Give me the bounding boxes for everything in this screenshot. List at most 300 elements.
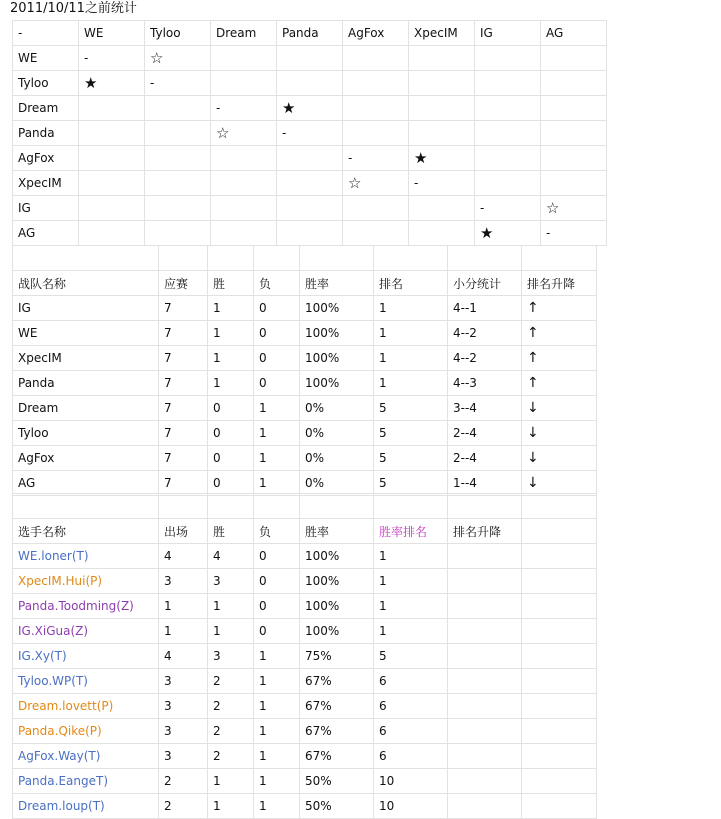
player-stat-cell: 4 [159, 644, 208, 669]
player-stat-cell: 1 [208, 594, 254, 619]
team-stat-cell: 5 [374, 396, 448, 421]
player-stat-cell: 2 [208, 694, 254, 719]
matrix-header-cell: - [13, 21, 79, 46]
rank-up-arrow-icon: ↑ [522, 296, 597, 321]
spacer-cell [522, 744, 597, 769]
matrix-cell [211, 146, 277, 171]
matrix-cell [79, 171, 145, 196]
player-stat-cell: 67% [300, 744, 374, 769]
team-standings-table [12, 245, 597, 496]
player-spacer-row [13, 494, 597, 519]
matrix-cell: - [541, 221, 607, 246]
spacer-cell [522, 246, 597, 271]
player-name: Panda.EangeT) [13, 769, 159, 794]
spacer-cell [522, 569, 597, 594]
matrix-cell [145, 121, 211, 146]
player-stat-cell: 1 [159, 594, 208, 619]
team-header-cell: 负 [254, 271, 300, 296]
matrix-row [13, 221, 607, 246]
player-stat-cell: 6 [374, 744, 448, 769]
team-stat-cell: 0% [300, 446, 374, 471]
team-stat-cell: 7 [159, 371, 208, 396]
player-row [13, 569, 597, 594]
matrix-cell [277, 146, 343, 171]
player-stat-cell: 0 [254, 619, 300, 644]
spacer-cell [254, 494, 300, 519]
matrix-cell: - [475, 196, 541, 221]
player-stat-cell: 3 [159, 669, 208, 694]
team-stat-cell: 100% [300, 346, 374, 371]
player-header-cell: 胜 [208, 519, 254, 544]
spacer-cell [300, 494, 374, 519]
player-name: Panda.Toodming(Z) [13, 594, 159, 619]
player-stat-cell: 2 [208, 669, 254, 694]
player-stat-cell: 3 [208, 569, 254, 594]
team-stat-cell: 0 [254, 346, 300, 371]
player-header-row [13, 519, 597, 544]
player-header-cell: 排名升降 [448, 519, 522, 544]
team-row [13, 471, 597, 496]
team-header-row [13, 271, 597, 296]
matrix-team-label: Tyloo [13, 71, 79, 96]
player-stat-cell: 1 [374, 544, 448, 569]
player-stat-cell: 1 [374, 569, 448, 594]
team-stat-cell: 1--4 [448, 471, 522, 496]
rank-up-arrow-icon: ↑ [522, 321, 597, 346]
player-name: Dream.loup(T) [13, 794, 159, 819]
loss-star-icon: ☆ [343, 171, 409, 196]
head-to-head-matrix [12, 20, 607, 246]
spacer-cell [374, 246, 448, 271]
matrix-cell [475, 96, 541, 121]
team-row [13, 396, 597, 421]
player-row [13, 544, 597, 569]
team-stat-cell: 0 [208, 421, 254, 446]
team-stat-cell: 0 [254, 371, 300, 396]
team-stat-cell: 7 [159, 471, 208, 496]
team-name: AgFox [13, 446, 159, 471]
team-stat-cell: 0 [254, 296, 300, 321]
team-stat-cell: 1 [254, 471, 300, 496]
player-stat-cell [448, 619, 522, 644]
matrix-cell [343, 71, 409, 96]
matrix-row [13, 71, 607, 96]
spacer-cell [522, 794, 597, 819]
spacer-cell [254, 246, 300, 271]
team-stat-cell: 0% [300, 396, 374, 421]
player-stat-cell [448, 694, 522, 719]
team-stat-cell: 7 [159, 421, 208, 446]
matrix-cell [79, 221, 145, 246]
player-stat-cell: 2 [159, 769, 208, 794]
loss-star-icon: ☆ [211, 121, 277, 146]
matrix-cell [211, 196, 277, 221]
player-name: XpecIM.Hui(P) [13, 569, 159, 594]
player-row [13, 744, 597, 769]
matrix-team-label: XpecIM [13, 171, 79, 196]
team-stat-cell: 1 [208, 371, 254, 396]
player-stat-cell: 6 [374, 669, 448, 694]
player-stat-cell: 1 [254, 644, 300, 669]
matrix-cell [211, 46, 277, 71]
loss-star-icon: ☆ [541, 196, 607, 221]
player-row [13, 619, 597, 644]
team-row [13, 446, 597, 471]
matrix-cell [145, 221, 211, 246]
matrix-cell [79, 121, 145, 146]
team-name: IG [13, 296, 159, 321]
rank-up-arrow-icon: ↑ [522, 371, 597, 396]
matrix-cell [211, 221, 277, 246]
player-stat-cell [448, 744, 522, 769]
team-row [13, 346, 597, 371]
spacer-cell [448, 246, 522, 271]
player-name: Tyloo.WP(T) [13, 669, 159, 694]
win-star-icon: ★ [79, 71, 145, 96]
player-row [13, 769, 597, 794]
team-header-cell: 胜率 [300, 271, 374, 296]
matrix-cell [145, 196, 211, 221]
matrix-cell [211, 171, 277, 196]
team-name: AG [13, 471, 159, 496]
matrix-cell: - [145, 71, 211, 96]
matrix-cell [475, 46, 541, 71]
player-row [13, 644, 597, 669]
matrix-cell [343, 221, 409, 246]
team-header-cell: 应赛 [159, 271, 208, 296]
player-stat-cell: 100% [300, 619, 374, 644]
player-stat-cell: 4 [208, 544, 254, 569]
team-stat-cell: 1 [254, 421, 300, 446]
matrix-team-label: AG [13, 221, 79, 246]
team-name: Tyloo [13, 421, 159, 446]
matrix-header-cell: Tyloo [145, 21, 211, 46]
matrix-header-cell: WE [79, 21, 145, 46]
matrix-cell [277, 46, 343, 71]
matrix-row [13, 46, 607, 71]
spacer-cell [522, 519, 597, 544]
matrix-team-label: Dream [13, 96, 79, 121]
player-name: WE.loner(T) [13, 544, 159, 569]
rank-down-arrow-icon: ↓ [522, 396, 597, 421]
player-stat-cell: 1 [254, 694, 300, 719]
matrix-cell [475, 171, 541, 196]
team-stat-cell: 100% [300, 321, 374, 346]
page-title: 2011/10/11之前统计 [10, 1, 137, 16]
player-stat-cell: 67% [300, 694, 374, 719]
team-stat-cell: 1 [208, 346, 254, 371]
matrix-header-cell: XpecIM [409, 21, 475, 46]
matrix-cell [211, 71, 277, 96]
rank-down-arrow-icon: ↓ [522, 471, 597, 496]
team-stat-cell: 2--4 [448, 421, 522, 446]
matrix-cell [343, 46, 409, 71]
player-stat-cell: 67% [300, 669, 374, 694]
player-stat-cell: 67% [300, 719, 374, 744]
player-stat-cell: 100% [300, 594, 374, 619]
player-stats-table [12, 493, 597, 819]
player-stat-cell: 1 [208, 769, 254, 794]
player-stat-cell: 2 [208, 719, 254, 744]
team-stat-cell: 5 [374, 471, 448, 496]
player-stat-cell: 1 [254, 794, 300, 819]
spacer-cell [300, 246, 374, 271]
matrix-cell: - [211, 96, 277, 121]
team-stat-cell: 5 [374, 421, 448, 446]
player-header-cell: 胜率排名 [374, 519, 448, 544]
player-row [13, 794, 597, 819]
player-stat-cell: 1 [208, 794, 254, 819]
team-stat-cell: 5 [374, 446, 448, 471]
player-stat-cell [448, 644, 522, 669]
player-stat-cell: 3 [159, 744, 208, 769]
team-stat-cell: 1 [208, 296, 254, 321]
matrix-cell [541, 46, 607, 71]
matrix-header-cell: Panda [277, 21, 343, 46]
matrix-cell [277, 221, 343, 246]
team-stat-cell: 4--1 [448, 296, 522, 321]
team-row [13, 321, 597, 346]
player-stat-cell [448, 569, 522, 594]
team-stat-cell: 7 [159, 296, 208, 321]
matrix-cell [475, 146, 541, 171]
player-stat-cell [448, 594, 522, 619]
matrix-cell [475, 121, 541, 146]
team-stat-cell: 1 [208, 321, 254, 346]
spacer-cell [522, 644, 597, 669]
player-stat-cell: 1 [159, 619, 208, 644]
spacer-cell [522, 494, 597, 519]
matrix-cell [541, 146, 607, 171]
matrix-team-label: IG [13, 196, 79, 221]
player-stat-cell: 75% [300, 644, 374, 669]
team-stat-cell: 2--4 [448, 446, 522, 471]
player-stat-cell [448, 719, 522, 744]
player-stat-cell: 100% [300, 544, 374, 569]
matrix-cell: - [79, 46, 145, 71]
matrix-cell [541, 71, 607, 96]
spacer-cell [13, 494, 159, 519]
player-row [13, 719, 597, 744]
matrix-cell [343, 121, 409, 146]
matrix-cell [541, 171, 607, 196]
matrix-row [13, 171, 607, 196]
team-name: Panda [13, 371, 159, 396]
matrix-cell [79, 96, 145, 121]
player-header-cell: 胜率 [300, 519, 374, 544]
team-stat-cell: 100% [300, 371, 374, 396]
player-header-cell: 出场 [159, 519, 208, 544]
player-stat-cell: 1 [254, 744, 300, 769]
team-row [13, 296, 597, 321]
matrix-cell [541, 96, 607, 121]
matrix-header-cell: IG [475, 21, 541, 46]
spacer-cell [522, 619, 597, 644]
player-stat-cell: 100% [300, 569, 374, 594]
spacer-cell [208, 246, 254, 271]
matrix-header-row [13, 21, 607, 46]
player-name: AgFox.Way(T) [13, 744, 159, 769]
team-stat-cell: 0% [300, 471, 374, 496]
player-stat-cell: 0 [254, 544, 300, 569]
matrix-cell: - [409, 171, 475, 196]
team-stat-cell: 7 [159, 446, 208, 471]
matrix-row [13, 146, 607, 171]
player-stat-cell: 10 [374, 769, 448, 794]
rank-down-arrow-icon: ↓ [522, 421, 597, 446]
spacer-cell [208, 494, 254, 519]
matrix-cell [409, 46, 475, 71]
player-stat-cell: 1 [208, 619, 254, 644]
team-stat-cell: 0% [300, 421, 374, 446]
player-stat-cell: 3 [159, 569, 208, 594]
matrix-cell [145, 146, 211, 171]
matrix-cell: - [277, 121, 343, 146]
team-stat-cell: 1 [374, 371, 448, 396]
matrix-header-cell: AgFox [343, 21, 409, 46]
win-star-icon: ★ [475, 221, 541, 246]
matrix-cell [277, 71, 343, 96]
team-stat-cell: 0 [254, 321, 300, 346]
rank-up-arrow-icon: ↑ [522, 346, 597, 371]
matrix-cell [541, 121, 607, 146]
player-name: IG.XiGua(Z) [13, 619, 159, 644]
spacer-cell [522, 694, 597, 719]
team-stat-cell: 7 [159, 321, 208, 346]
team-stat-cell: 4--3 [448, 371, 522, 396]
matrix-row [13, 196, 607, 221]
player-stat-cell [448, 669, 522, 694]
player-name: IG.Xy(T) [13, 644, 159, 669]
player-row [13, 669, 597, 694]
matrix-header-cell: AG [541, 21, 607, 46]
matrix-row [13, 96, 607, 121]
team-stat-cell: 1 [254, 396, 300, 421]
team-header-cell: 胜 [208, 271, 254, 296]
spacer-cell [374, 494, 448, 519]
matrix-cell [277, 196, 343, 221]
matrix-cell [409, 121, 475, 146]
rank-down-arrow-icon: ↓ [522, 446, 597, 471]
spacer-cell [522, 594, 597, 619]
matrix-cell [409, 96, 475, 121]
player-stat-cell: 1 [254, 669, 300, 694]
spacer-cell [522, 669, 597, 694]
player-stat-cell: 3 [208, 644, 254, 669]
team-stat-cell: 1 [374, 346, 448, 371]
team-stat-cell: 1 [374, 296, 448, 321]
player-stat-cell: 0 [254, 569, 300, 594]
matrix-cell [145, 96, 211, 121]
matrix-cell [79, 146, 145, 171]
player-name: Dream.lovett(P) [13, 694, 159, 719]
player-row [13, 594, 597, 619]
player-header-cell: 选手名称 [13, 519, 159, 544]
team-stat-cell: 0 [208, 471, 254, 496]
player-stat-cell: 1 [374, 619, 448, 644]
win-star-icon: ★ [409, 146, 475, 171]
team-stat-cell: 0 [208, 446, 254, 471]
player-stat-cell: 6 [374, 719, 448, 744]
spacer-cell [13, 246, 159, 271]
team-stat-cell: 4--2 [448, 321, 522, 346]
team-stat-cell: 4--2 [448, 346, 522, 371]
spacer-cell [448, 494, 522, 519]
team-header-cell: 排名 [374, 271, 448, 296]
player-stat-cell: 3 [159, 719, 208, 744]
player-stat-cell [448, 794, 522, 819]
spacer-cell [522, 719, 597, 744]
spacer-cell [159, 246, 208, 271]
player-stat-cell: 10 [374, 794, 448, 819]
spacer-cell [522, 544, 597, 569]
player-header-cell: 负 [254, 519, 300, 544]
matrix-cell [409, 221, 475, 246]
matrix-cell: - [343, 146, 409, 171]
team-stat-cell: 7 [159, 346, 208, 371]
matrix-team-label: Panda [13, 121, 79, 146]
player-stat-cell [448, 769, 522, 794]
player-stat-cell: 2 [159, 794, 208, 819]
player-row [13, 694, 597, 719]
player-stat-cell: 1 [254, 719, 300, 744]
team-stat-cell: 7 [159, 396, 208, 421]
spacer-cell [522, 769, 597, 794]
player-stat-cell: 50% [300, 794, 374, 819]
player-stat-cell: 3 [159, 694, 208, 719]
player-stat-cell: 2 [208, 744, 254, 769]
team-stat-cell: 100% [300, 296, 374, 321]
team-stat-cell: 1 [254, 446, 300, 471]
matrix-cell [145, 171, 211, 196]
player-stat-cell: 0 [254, 594, 300, 619]
player-stat-cell: 6 [374, 694, 448, 719]
matrix-cell [343, 96, 409, 121]
loss-star-icon: ☆ [145, 46, 211, 71]
player-stat-cell: 50% [300, 769, 374, 794]
matrix-cell [277, 171, 343, 196]
matrix-team-label: WE [13, 46, 79, 71]
player-name: Panda.Qike(P) [13, 719, 159, 744]
team-row [13, 371, 597, 396]
player-stat-cell: 5 [374, 644, 448, 669]
team-stat-cell: 1 [374, 321, 448, 346]
team-header-cell: 排名升降 [522, 271, 597, 296]
spacer-cell [159, 494, 208, 519]
player-stat-cell: 1 [254, 769, 300, 794]
team-spacer-row [13, 246, 597, 271]
matrix-cell [343, 196, 409, 221]
win-star-icon: ★ [277, 96, 343, 121]
matrix-row [13, 121, 607, 146]
team-name: Dream [13, 396, 159, 421]
team-name: WE [13, 321, 159, 346]
team-header-cell: 战队名称 [13, 271, 159, 296]
matrix-cell [79, 196, 145, 221]
team-row [13, 421, 597, 446]
player-stat-cell: 1 [374, 594, 448, 619]
team-name: XpecIM [13, 346, 159, 371]
matrix-cell [409, 71, 475, 96]
player-stat-cell [448, 544, 522, 569]
matrix-team-label: AgFox [13, 146, 79, 171]
team-stat-cell: 3--4 [448, 396, 522, 421]
team-stat-cell: 0 [208, 396, 254, 421]
matrix-header-cell: Dream [211, 21, 277, 46]
player-stat-cell: 4 [159, 544, 208, 569]
matrix-cell [409, 196, 475, 221]
team-header-cell: 小分统计 [448, 271, 522, 296]
